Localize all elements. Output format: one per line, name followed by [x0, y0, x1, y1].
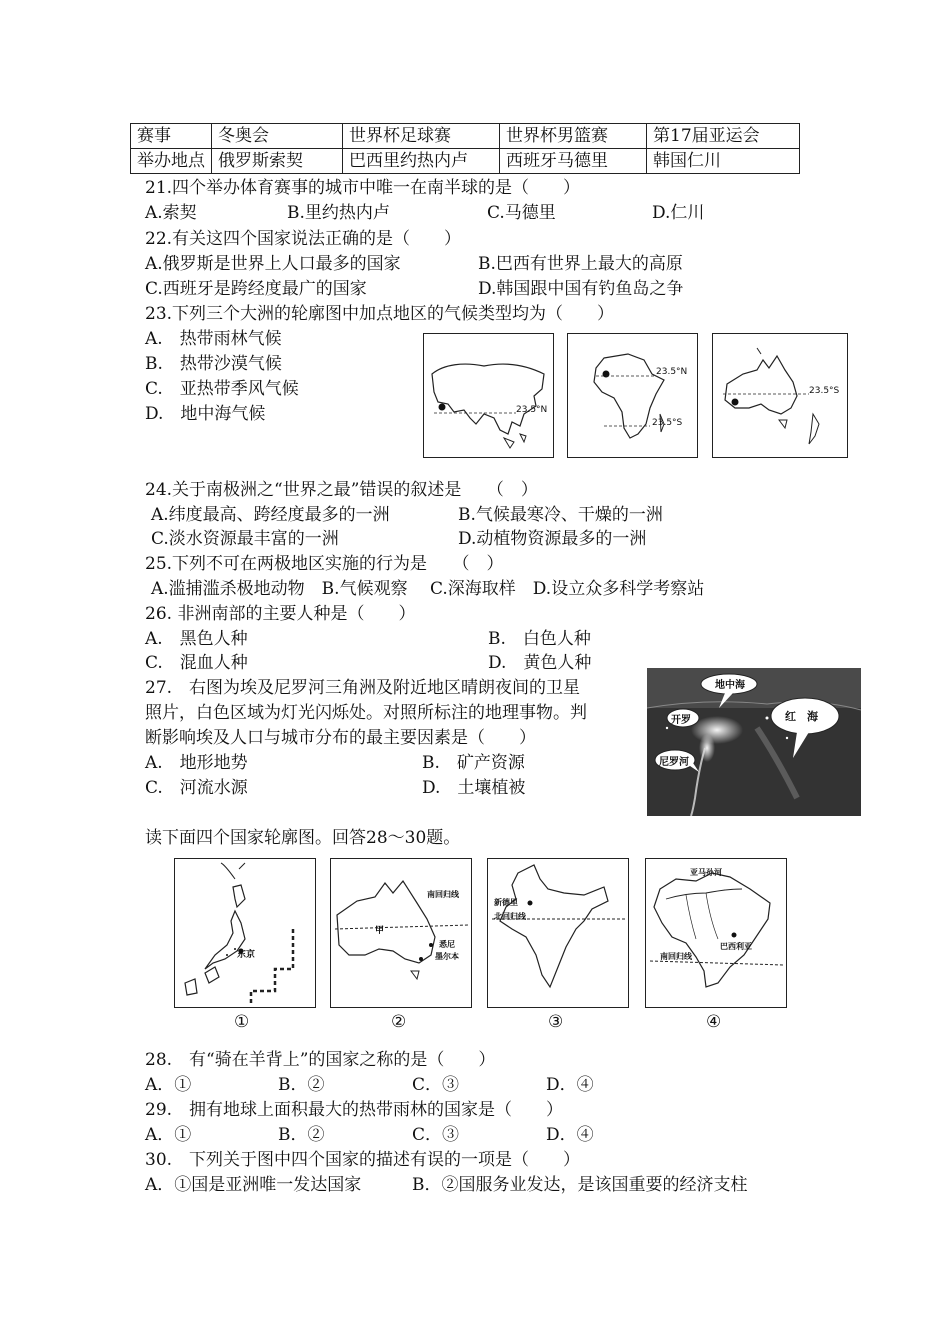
q28-option-c: C．③ [412, 1075, 460, 1095]
lat-label: 23.5°N [656, 367, 688, 377]
q27-option-c: C. 河流水源 [145, 778, 248, 798]
brazil-map [645, 858, 787, 1008]
q21-option-a: A.索契 [145, 203, 197, 223]
q29-option-b: B．② [278, 1125, 325, 1145]
table-cell: 举办地点 [131, 149, 212, 174]
map2-label-melbourne: 墨尔本 [435, 951, 459, 961]
q22-stem: 22.有关这四个国家说法正确的是（ ） [145, 229, 462, 249]
lat-label: 23.5°S [809, 386, 840, 396]
map2-label-tropic: 南回归线 [427, 889, 459, 899]
australia-map [712, 333, 848, 458]
q27-option-d: D. 土壤植被 [422, 778, 526, 798]
q23-option-d: D. 地中海气候 [145, 404, 266, 424]
table-cell: 巴西里约热内卢 [343, 149, 500, 174]
q30-stem: 30. 下列关于图中四个国家的描述有误的一项是（ ） [145, 1150, 581, 1170]
q28-option-d: D．④ [546, 1075, 594, 1095]
event-table [130, 123, 800, 174]
table-cell: 第17届亚运会 [647, 124, 800, 149]
q24-option-c: C.淡水资源最丰富的一洲 [151, 529, 339, 549]
india-outline [488, 859, 628, 1007]
asia-outline [424, 334, 553, 457]
map-number-3: ③ [548, 1012, 564, 1032]
asia-map [423, 333, 554, 458]
africa-outline [568, 334, 697, 457]
satellite-image [647, 668, 861, 816]
map4-label-brasilia: 巴西利亚 [720, 941, 752, 951]
q24-option-d: D.动植物资源最多的一洲 [458, 529, 647, 549]
q29-option-d: D．④ [546, 1125, 594, 1145]
table-row [131, 124, 800, 149]
q27-option-a: A. 地形地势 [145, 753, 248, 773]
label-red-sea: 红 海 [785, 710, 818, 723]
q21-option-b: B.里约热内卢 [287, 203, 390, 223]
map4-label-amazon: 亚马孙河 [690, 867, 722, 877]
table-cell: 世界杯足球赛 [343, 124, 500, 149]
label-cairo: 开罗 [671, 715, 691, 726]
lat-label: 23.5°N [516, 405, 548, 415]
q23-stem: 23.下列三个大洲的轮廓图中加点地区的气候类型均为（ ） [145, 304, 615, 324]
q30-option-a: A．①国是亚洲唯一发达国家 [145, 1175, 362, 1195]
q22-option-b: B.巴西有世界上最大的高原 [478, 254, 683, 274]
australia-country-map [330, 858, 472, 1008]
q26-option-b: B. 白色人种 [488, 629, 591, 649]
q26-option-d: D. 黄色人种 [488, 653, 592, 673]
q24-option-a: A.纬度最高、跨经度最多的一洲 [151, 505, 390, 525]
q21-option-d: D.仁川 [652, 203, 705, 223]
map2-label-jia: 甲 [375, 926, 385, 936]
q28-stem: 28. 有“骑在羊背上”的国家之称的是（ ） [145, 1050, 496, 1070]
map3-label-delhi: 新德里 [494, 897, 518, 907]
q29-option-a: A．① [145, 1125, 192, 1145]
map3-label-tropic: 北回归线 [494, 911, 526, 921]
map4-label-tropic: 南回归线 [660, 951, 692, 961]
map2-label-sydney: 悉尼 [439, 939, 455, 949]
japan-outline [175, 859, 315, 1007]
japan-map [174, 858, 316, 1008]
q27-option-b: B. 矿产资源 [422, 753, 525, 773]
label-nile: 尼罗河 [659, 757, 689, 768]
q24-stem: 24.关于南极洲之“世界之最”错误的叙述是 （ ） [145, 480, 538, 500]
q25-stem: 25.下列不可在两极地区实施的行为是 （ ） [145, 554, 504, 574]
table-cell: 西班牙马德里 [500, 149, 647, 174]
q28-option-b: B．② [278, 1075, 325, 1095]
india-map [487, 858, 629, 1008]
table-cell: 冬奥会 [212, 124, 343, 149]
table-cell: 俄罗斯索契 [212, 149, 343, 174]
q22-option-d: D.韩国跟中国有钓鱼岛之争 [478, 279, 684, 299]
label-mediterranean: 地中海 [715, 680, 745, 691]
q29-stem: 29. 拥有地球上面积最大的热带雨林的国家是（ ） [145, 1100, 564, 1120]
q30-option-b: B．②国服务业发达，是该国重要的经济支柱 [412, 1175, 748, 1195]
table-row [131, 149, 800, 174]
table-cell: 赛事 [131, 124, 212, 149]
q26-option-c: C. 混血人种 [145, 653, 248, 673]
brazil-outline [646, 859, 786, 1007]
q29-option-c: C．③ [412, 1125, 460, 1145]
australia-country-outline [331, 859, 471, 1007]
q22-option-a: A.俄罗斯是世界上人口最多的国家 [145, 254, 401, 274]
africa-map [567, 333, 698, 458]
q21-stem: 21.四个举办体育赛事的城市中唯一在南半球的是（ ） [145, 178, 581, 198]
map-number-1: ① [234, 1012, 250, 1032]
q27-line1: 27. 右图为埃及尼罗河三角洲及附近地区晴朗夜间的卫星 [145, 678, 581, 698]
q23-option-a: A. 热带雨林气候 [145, 329, 282, 349]
q28-option-a: A．① [145, 1075, 192, 1095]
q27-line3: 断影响埃及人口与城市分布的最主要因素是（ ） [145, 728, 536, 748]
section-intro: 读下面四个国家轮廓图。回答28～30题。 [145, 828, 461, 848]
q26-stem: 26. 非洲南部的主要人种是（ ） [145, 604, 416, 624]
table-cell: 世界杯男篮赛 [500, 124, 647, 149]
map-number-2: ② [391, 1012, 407, 1032]
map1-label-tokyo: 东京 [237, 950, 256, 960]
q23-option-b: B. 热带沙漠气候 [145, 354, 282, 374]
q24-option-b: B.气候最寒冷、干燥的一洲 [458, 505, 663, 525]
table-cell: 韩国仁川 [647, 149, 800, 174]
q21-option-c: C.马德里 [487, 203, 556, 223]
q23-option-c: C. 亚热带季风气候 [145, 379, 299, 399]
map-number-4: ④ [706, 1012, 722, 1032]
q26-option-a: A. 黑色人种 [145, 629, 248, 649]
lat-label: 23.5°S [652, 418, 683, 428]
satellite-photo [647, 668, 861, 816]
q25-options: A.滥捕滥杀极地动物 B.气候观察 C.深海取样 D.设立众多科学考察站 [151, 579, 705, 599]
q22-option-c: C.西班牙是跨经度最广的国家 [145, 279, 367, 299]
q27-line2: 照片，白色区域为灯光闪烁处。对照所标注的地理事物。判 [145, 703, 587, 723]
